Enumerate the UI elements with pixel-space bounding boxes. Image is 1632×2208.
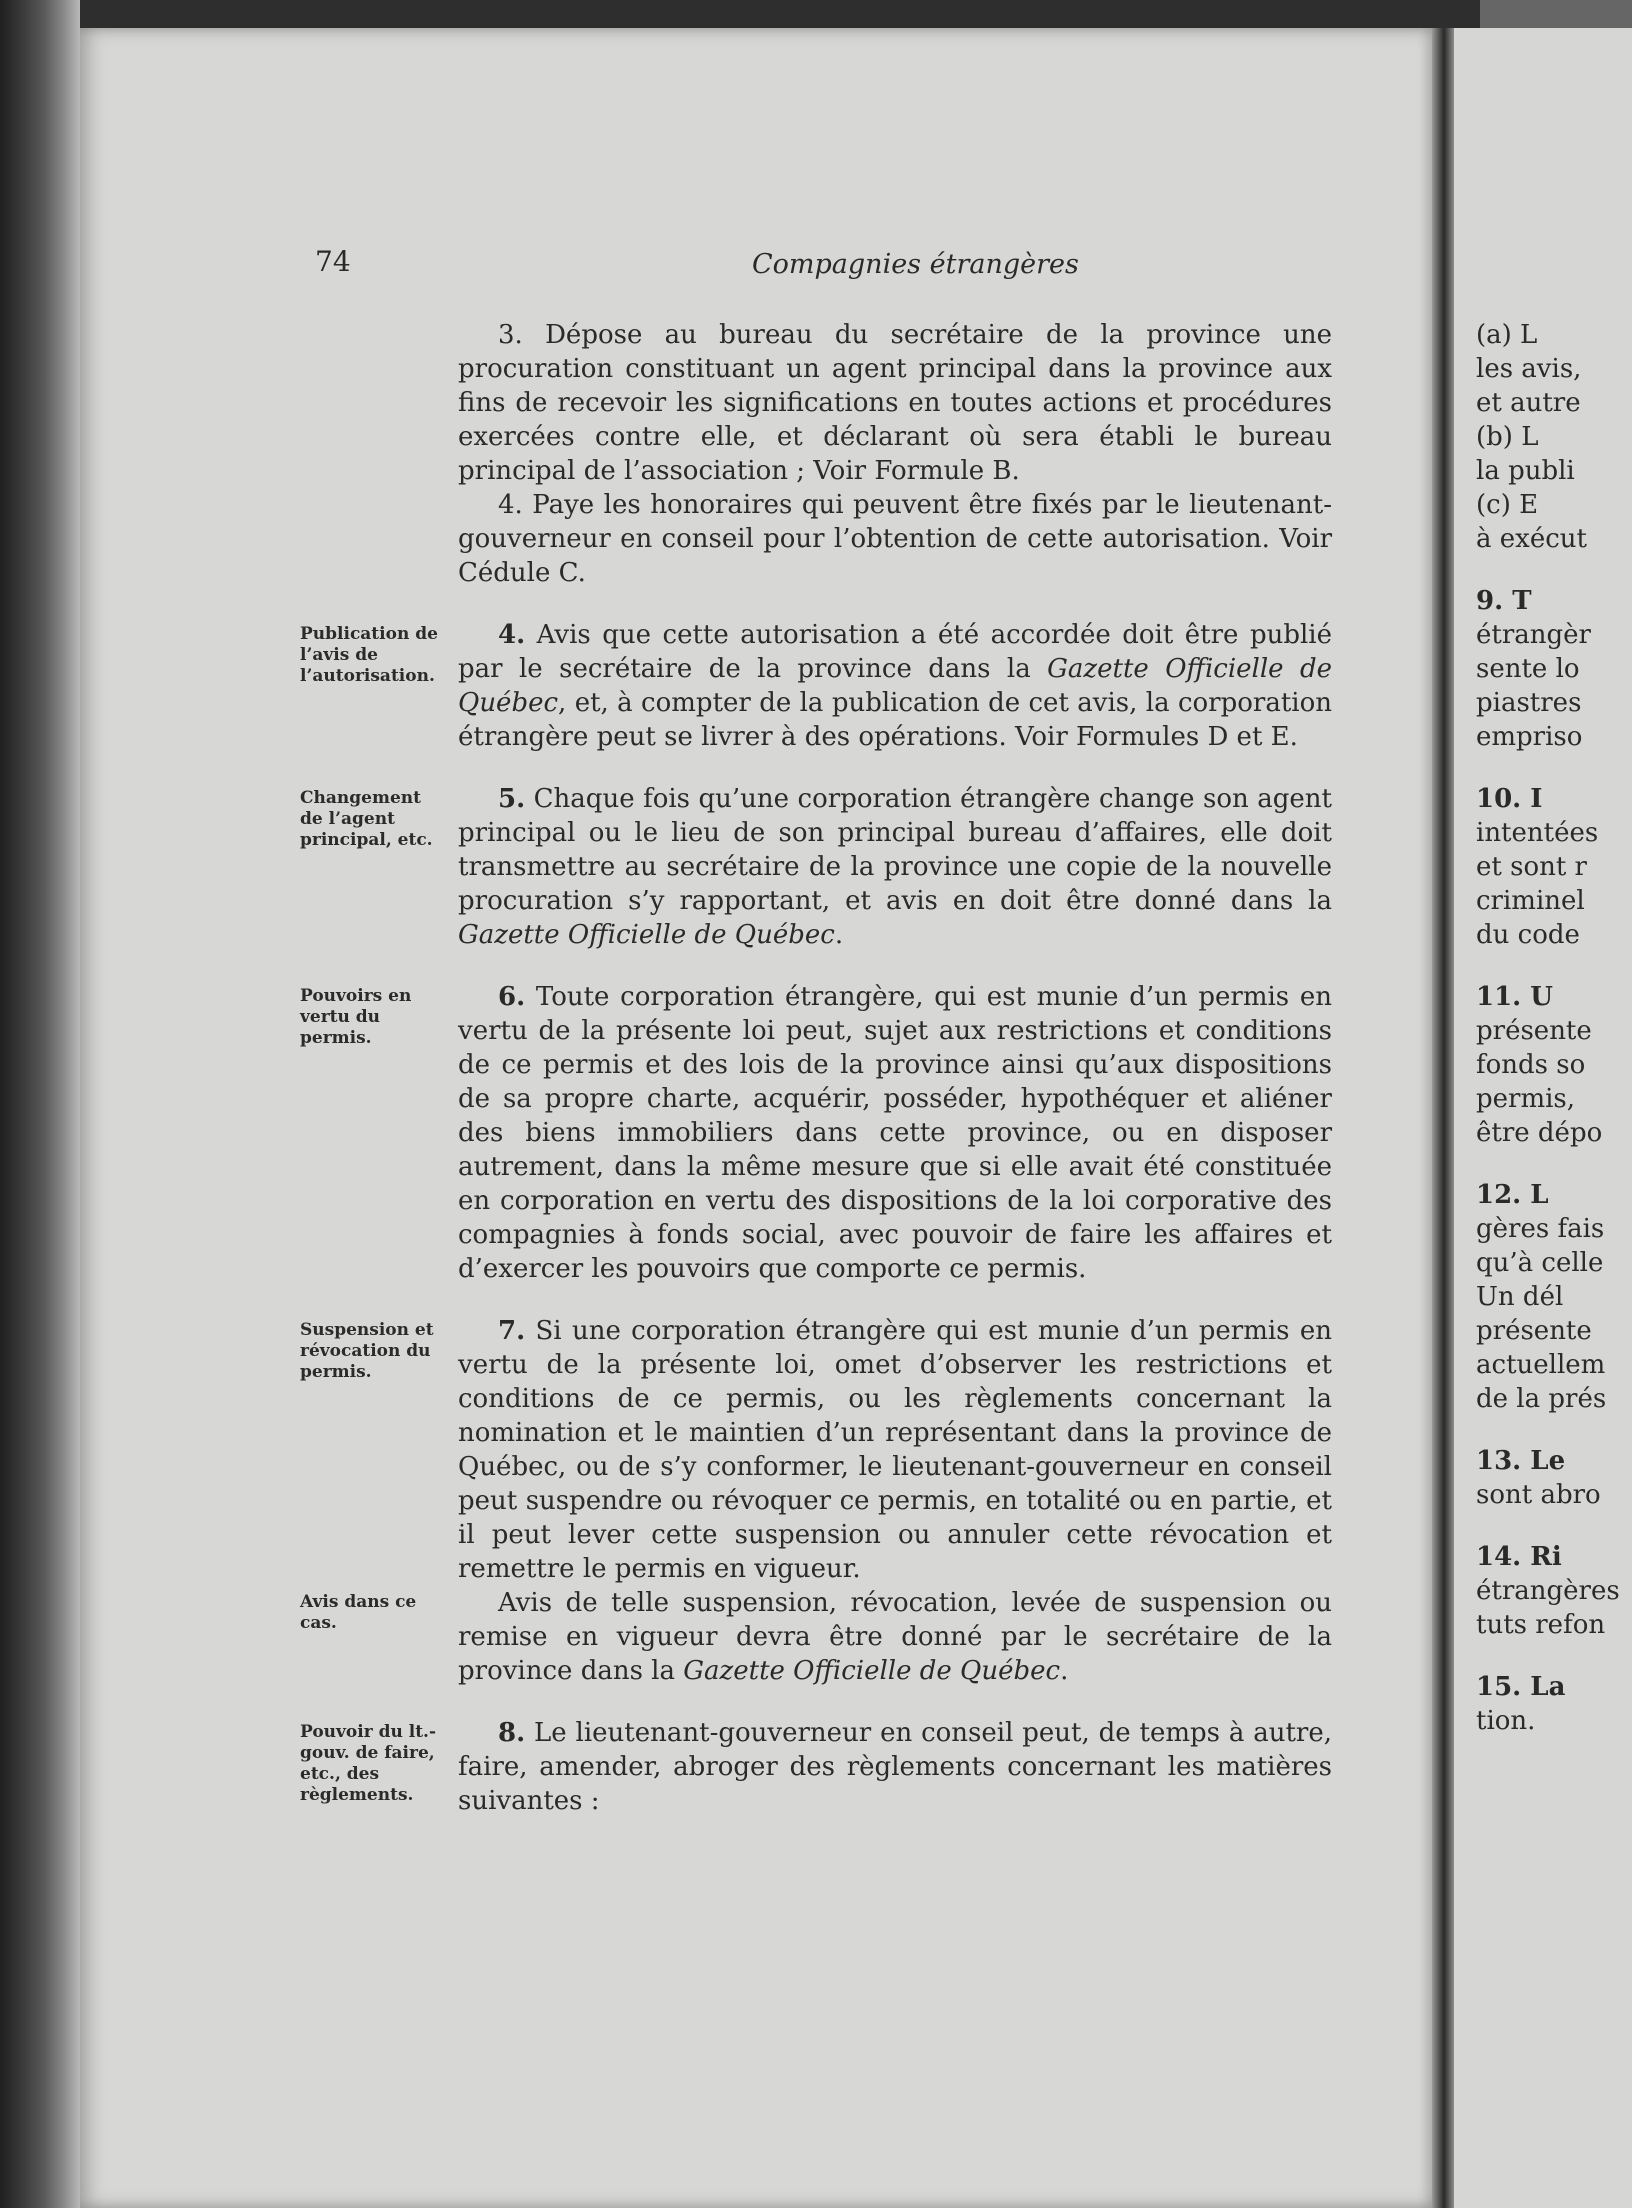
right-page-line: 15. La	[1476, 1672, 1566, 1702]
right-page-line	[1476, 556, 1632, 584]
margin-note-7b: Avis dans ce cas.	[300, 1592, 417, 1633]
right-page-line: 14. Ri	[1476, 1542, 1562, 1572]
section-text: Avis de telle suspension, révocation, levée de suspension ou remise en vigueur devra être donné par le secrétaire de la province dans la	[458, 1588, 1332, 1686]
right-page-line: étrangères	[1476, 1576, 1620, 1606]
paragraph-4: 4. Paye les honoraires qui peuvent être fixés par le lieutenant-gouverneur en conseil pour l’obtention de cette autorisation. Voir Cédule C.	[458, 490, 1332, 588]
right-page-line: criminel	[1476, 886, 1585, 916]
right-page-line: actuellem	[1476, 1350, 1606, 1380]
right-page-line	[1476, 952, 1632, 980]
right-page-line	[1476, 1512, 1632, 1540]
section-text: Chaque fois qu’une corporation étrangère change son agent principal ou le lieu de son principal bureau d’affaires, elle doit transmettre au secrétaire de la province une copie de la nouvelle procuration s’y rapportant, et avis en doit être donné dans la	[458, 784, 1332, 916]
right-page-line: 10. I	[1476, 784, 1543, 814]
right-page-line: 13. Le	[1476, 1446, 1566, 1476]
paragraph-3: 3. Dépose au bureau du secrétaire de la province une procuration constituant un agent principal dans la province aux fins de recevoir les significations en toutes actions et procédures exercées contre elle, et déclarant où sera établi le bureau principal de l’association ; Voir Formule B.	[458, 320, 1332, 486]
section-7-notice-text	[458, 1586, 1332, 1688]
right-page-line: (a) L	[1476, 320, 1538, 350]
scan-top-edge	[80, 0, 1632, 28]
right-page-line: à exécut	[1476, 524, 1587, 554]
section-7-text	[458, 1314, 1332, 1586]
section-number: 6.	[498, 982, 526, 1012]
right-page-line: de la prés	[1476, 1384, 1607, 1414]
margin-note-7: Suspension et révocation du permis.	[300, 1320, 434, 1382]
right-page-line: et sont r	[1476, 852, 1587, 882]
section-text: Le lieutenant-gouverneur en conseil peut, de temps à autre, faire, amender, abroger des règlements concernant les matières suivantes :	[458, 1718, 1332, 1816]
right-page-line: présente	[1476, 1016, 1592, 1046]
right-page-line	[1476, 1642, 1632, 1670]
right-page-line: être dépo	[1476, 1118, 1603, 1148]
running-title: Compagnies étrangères	[752, 249, 1079, 280]
right-page-line: Un dél	[1476, 1282, 1564, 1312]
right-page-line: et autre	[1476, 388, 1581, 418]
section-8	[300, 1716, 1360, 1818]
margin-note-8: Pouvoir du lt.-gouv. de faire, etc., des règlements.	[300, 1722, 437, 1805]
continuation-block	[300, 318, 1360, 590]
section-number: 4.	[498, 620, 526, 650]
margin-note-4: Publication de l’avis de l’autorisation.	[300, 624, 438, 686]
section-6-text	[458, 980, 1332, 1286]
right-page-line: étrangèr	[1476, 620, 1591, 650]
right-page-line: (c) E	[1476, 490, 1539, 520]
right-page-line: 9. T	[1476, 586, 1532, 616]
section-6	[300, 980, 1360, 1286]
right-page-line: présente	[1476, 1316, 1592, 1346]
right-page-line: sont abro	[1476, 1480, 1601, 1510]
right-page-line: les avis,	[1476, 354, 1582, 384]
section-8-text	[458, 1716, 1332, 1818]
right-page-line	[1476, 1416, 1632, 1444]
right-page-line: 11. U	[1476, 982, 1553, 1012]
right-page-line: empriso	[1476, 722, 1583, 752]
scan-top-right-edge	[1480, 0, 1632, 28]
right-page-line: 12. L	[1476, 1180, 1549, 1210]
section-4	[300, 618, 1360, 754]
margin-note-6: Pouvoirs en vertu du permis.	[300, 986, 412, 1048]
right-page-line: (b) L	[1476, 422, 1539, 452]
gazette-title: Gazette Officielle de Québec	[683, 1656, 1061, 1686]
right-page-line: intentées	[1476, 818, 1599, 848]
continuation-text	[458, 318, 1332, 590]
page-header	[315, 245, 1115, 285]
page-number: 74	[315, 245, 351, 278]
section-text: .	[1060, 1656, 1069, 1686]
right-page-line: sente lo	[1476, 654, 1580, 684]
margin-note-5: Changement de l’agent principal, etc.	[300, 788, 433, 850]
right-page-text	[1476, 318, 1632, 1738]
section-text: .	[834, 920, 844, 950]
section-number: 5.	[498, 784, 526, 814]
section-5	[300, 782, 1360, 952]
right-page-line	[1476, 754, 1632, 782]
right-page-line: piastres	[1476, 688, 1582, 718]
right-page-line: gères fais	[1476, 1214, 1605, 1244]
book-spine	[0, 0, 80, 2208]
gazette-title: Gazette Officielle de Québec	[458, 920, 835, 950]
gazette-title: Gazette Officielle de Québec	[458, 654, 1332, 718]
right-page-line	[1476, 1150, 1632, 1178]
section-4-text	[458, 618, 1332, 754]
right-page-line: tion.	[1476, 1706, 1536, 1736]
section-text: Si une corporation étrangère qui est munie d’un permis en vertu de la présente loi, omet d’observer les restrictions et conditions de ce permis, ou les règlements concernant la nomination et le maintien d’un représentant dans la province de Québec, ou de s’y conformer, le lieutenant-gouverneur en conseil peut suspendre ou révoquer ce permis, en totalité ou en partie, et il peut lever cette suspension ou annuler cette révocation et remettre le permis en vigueur.	[458, 1316, 1332, 1584]
right-page-line: permis,	[1476, 1084, 1576, 1114]
section-text: , et, à compter de la publication de cet avis, la corporation étrangère peut se livrer à des opérations. Voir Formules D et E.	[458, 688, 1332, 752]
left-page-content	[300, 318, 1360, 1846]
right-page-line: fonds so	[1476, 1050, 1586, 1080]
section-number: 7.	[498, 1316, 526, 1346]
right-page-line: qu’à celle	[1476, 1248, 1604, 1278]
right-page-line: du code	[1476, 920, 1580, 950]
right-page-line: tuts refon	[1476, 1610, 1606, 1640]
right-page-line: la publi	[1476, 456, 1575, 486]
section-number: 8.	[498, 1718, 526, 1748]
section-5-text	[458, 782, 1332, 952]
section-7	[300, 1314, 1360, 1586]
section-7-notice	[300, 1586, 1360, 1688]
section-text: Toute corporation étrangère, qui est munie d’un permis en vertu de la présente loi peut, sujet aux restrictions et conditions de ce permis et des lois de la province ainsi qu’aux dispositions de sa propre charte, acquérir, posséder, hypothéquer et aliéner des biens immobiliers dans cette province, ou en disposer autrement, dans la même mesure que si elle avait été constituée en corporation en vertu des dispositions de la loi corporative des compagnies à fonds social, avec pouvoir de faire les affaires et d’exercer les pouvoirs que comporte ce permis.	[458, 982, 1332, 1284]
page-gutter	[1432, 28, 1454, 2208]
section-text: Avis que cette autorisation a été accordée doit être publié par le secrétaire de la province dans la	[458, 620, 1332, 684]
